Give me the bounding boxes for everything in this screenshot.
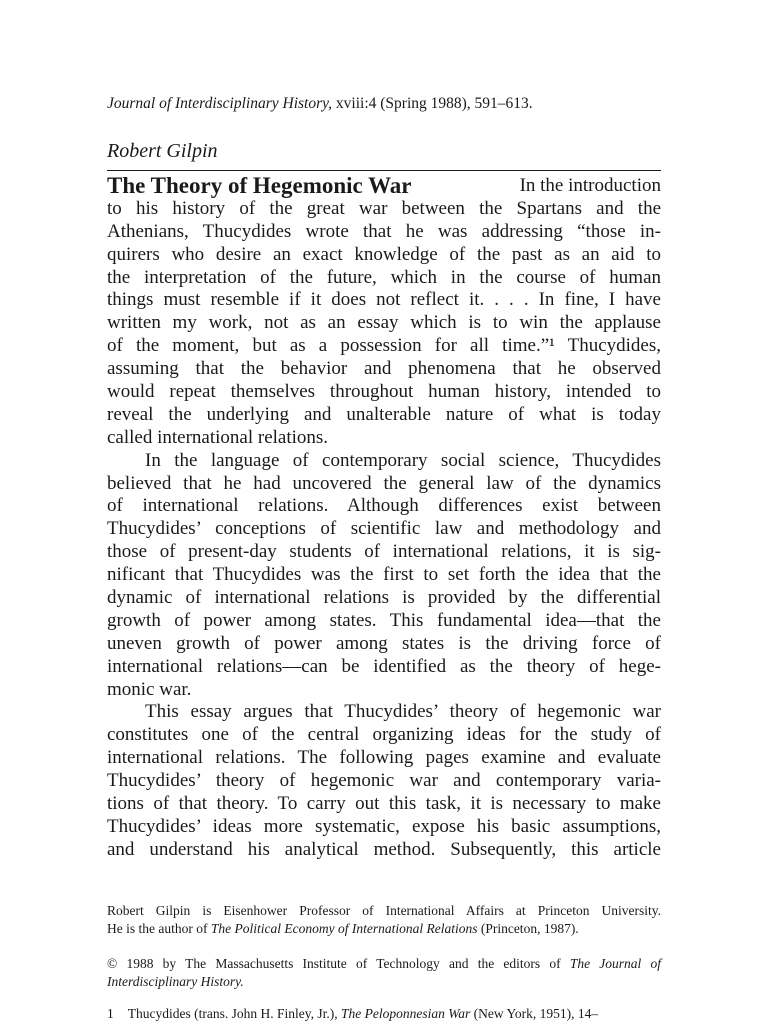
footnote-line	[107, 1005, 661, 1023]
body-line: of the moment, but as a possession for all time.”¹ Thucydides,	[107, 335, 661, 357]
article-author: Robert Gilpin	[107, 140, 218, 162]
copyright-line	[107, 955, 661, 973]
author-bio-note	[107, 902, 661, 938]
bio-line	[107, 920, 661, 938]
footnote-text: (New York, 1951), 14–	[470, 1006, 599, 1021]
body-line: Thucydides’ conceptions of scientific law and methodology and	[107, 518, 661, 540]
body-line: In the introduction	[519, 175, 661, 196]
body-line: to his history of the great war between the Spartans and the	[107, 197, 661, 219]
bio-line: Robert Gilpin is Eisenhower Professor of International Affairs at Princeton University.	[107, 903, 661, 918]
body-line: nificant that Thucydides was the first to set forth the idea that the	[107, 564, 661, 586]
body-line: those of present-day students of international relations, it is sig-	[107, 541, 661, 563]
bio-text: (Princeton, 1987).	[477, 921, 579, 936]
body-line: quirers who desire an exact knowledge of the past as an aid to	[107, 243, 661, 265]
copyright-text: © 1988 by The Massachusetts Institute of Technology and the editors of	[107, 956, 570, 971]
body-line: would repeat themselves throughout human history, intended to	[107, 381, 661, 403]
paragraph-start-line: This essay argues that Thucydides’ theory of hegemonic war	[145, 701, 661, 723]
body-line: monic war.	[107, 678, 192, 700]
body-line: assuming that the behavior and phenomena that he observed	[107, 358, 661, 380]
body-line: dynamic of international relations is provided by the differential	[107, 587, 661, 609]
body-line: Athenians, Thucydides wrote that he was addressing “those in-	[107, 220, 661, 242]
body-line: called international relations.	[107, 426, 329, 448]
body-line: believed that he had uncovered the general law of the dynamics	[107, 472, 661, 494]
body-line: of international relations. Although differences exist between	[107, 495, 661, 517]
body-line: things must resemble if it does not reflect it. . . . In fine, I have	[107, 289, 661, 311]
footnote-1	[107, 1005, 661, 1023]
body-line: Thucydides’ theory of hegemonic war and contemporary varia-	[107, 770, 661, 792]
book-title: The Political Economy of International Relations	[210, 921, 478, 936]
article-title: The Theory of Hegemonic War	[107, 173, 412, 198]
article-body	[107, 175, 661, 862]
body-line: international relations. The following pages examine and evaluate	[107, 747, 661, 769]
body-line: uneven growth of power among states is the driving force of	[107, 632, 661, 654]
title-rule	[107, 170, 661, 171]
bio-text: He is the author of	[107, 921, 211, 936]
journal-name-ref: The Journal of	[569, 956, 662, 971]
body-line: the interpretation of the future, which in the course of human	[107, 266, 661, 288]
paragraph-start-line: In the language of contemporary social science, Thucydides	[145, 449, 661, 471]
journal-name-ref: Interdisciplinary History.	[107, 974, 244, 989]
body-line: written my work, not as an essay which is to win the applause	[107, 312, 661, 334]
body-line: tions of that theory. To carry out this task, it is necessary to make	[107, 793, 661, 815]
footnote-number: 1	[107, 1006, 114, 1021]
body-line: international relations—can be identified as the theory of hege-	[107, 655, 661, 677]
body-line: reveal the underlying and unalterable nature of what is today	[107, 403, 661, 425]
issue-details: xviii:4 (Spring 1988), 591–613.	[332, 95, 533, 112]
body-line: growth of power among states. This fundamental idea—that the	[107, 609, 661, 631]
journal-citation	[107, 95, 533, 113]
body-line: constitutes one of the central organizing ideas for the study of	[107, 724, 661, 746]
title-line	[107, 175, 661, 198]
footnote-text: Thucydides (trans. John H. Finley, Jr.),	[127, 1006, 341, 1021]
cited-work: The Peloponnesian War	[340, 1006, 471, 1021]
journal-name: Journal of Interdisciplinary History,	[107, 95, 333, 112]
body-line: Thucydides’ ideas more systematic, expose his basic assumptions,	[107, 815, 661, 837]
body-line: and understand his analytical method. Subsequently, this article	[107, 838, 661, 860]
copyright-note	[107, 955, 661, 991]
